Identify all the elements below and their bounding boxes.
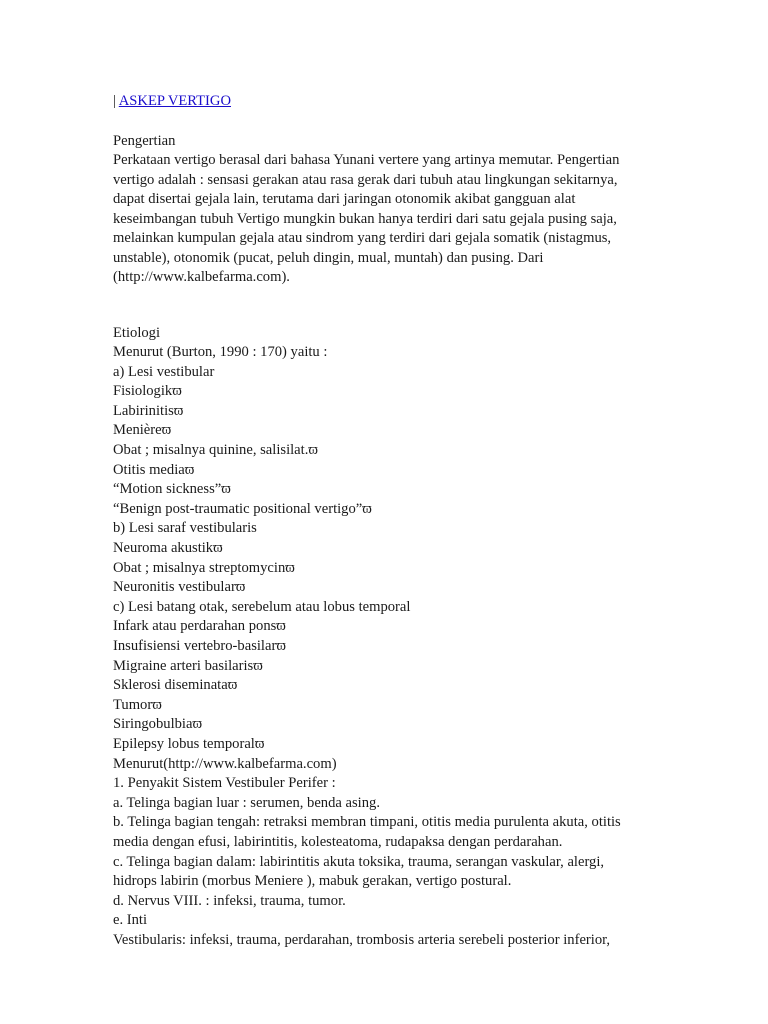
section-pengertian xyxy=(113,132,653,288)
list-line: Migraine arteri basilarisϖ xyxy=(113,657,263,674)
list-line: Fisiologikϖ xyxy=(113,383,182,400)
list-line: Menurut (Burton, 1990 : 170) yaitu : xyxy=(113,344,328,361)
list-line: “Motion sickness”ϖ xyxy=(113,481,231,498)
paragraph-line: dapat disertai gejala lain, terutama dari jaringan otonomik akibat gangguan alat xyxy=(113,191,576,207)
section-spacer xyxy=(113,288,653,324)
list-line: Neuronitis vestibularϖ xyxy=(113,579,246,596)
list-line: Obat ; misalnya streptomycinϖ xyxy=(113,559,295,576)
section-heading: Pengertian xyxy=(113,132,176,149)
list-line: Epilepsy lobus temporalϖ xyxy=(113,735,265,752)
section-etiologi xyxy=(113,324,653,951)
list-line: media dengan efusi, labirintitis, kolesteatoma, rudapaksa dengan perdarahan. xyxy=(113,833,563,850)
list-line: Vestibularis: infeksi, trauma, perdarahan, trombosis arteria serebeli posterior inferior, xyxy=(113,931,611,948)
list-line: d. Nervus VIII. : infeksi, trauma, tumor. xyxy=(113,892,346,909)
list-line: c) Lesi batang otak, serebelum atau lobus temporal xyxy=(113,598,411,615)
title-separator: | xyxy=(113,93,116,109)
paragraph-line: melainkan kumpulan gejala atau sindrom yang terdiri dari gejala somatik (nistagmus, xyxy=(113,230,612,246)
document-title xyxy=(113,92,653,112)
list-line: b) Lesi saraf vestibularis xyxy=(113,520,257,537)
list-line: c. Telinga bagian dalam: labirintitis akuta toksika, trauma, serangan vaskular, alergi, xyxy=(113,853,605,870)
list-line: hidrops labirin (morbus Meniere ), mabuk gerakan, vertigo postural. xyxy=(113,873,512,890)
list-line: Labirinitisϖ xyxy=(113,402,184,419)
paragraph-line: (http://www.kalbefarma.com). xyxy=(113,269,290,285)
list-line: Menurut(http://www.kalbefarma.com) xyxy=(113,755,337,772)
list-line: Insufisiensi vertebro-basilarϖ xyxy=(113,638,286,654)
paragraph-line: unstable), otonomik (pucat, peluh dingin, mual, muntah) dan pusing. Dari xyxy=(113,249,544,266)
list-line: Neuroma akustikϖ xyxy=(113,540,223,557)
section-heading: Etiologi xyxy=(113,324,161,341)
list-line: b. Telinga bagian tengah: retraksi membran timpani, otitis media purulenta akuta, otitis xyxy=(113,814,621,831)
list-line: 1. Penyakit Sistem Vestibuler Perifer : xyxy=(113,775,336,792)
title-link[interactable]: ASKEP VERTIGO xyxy=(118,93,231,109)
list-line: Sklerosi diseminataϖ xyxy=(113,677,238,694)
list-line: Siringobulbiaϖ xyxy=(113,716,203,733)
list-line: Infark atau perdarahan ponsϖ xyxy=(113,618,286,635)
paragraph-line: vertigo adalah : sensasi gerakan atau rasa gerak dari tubuh atau lingkungan sekitarnya, xyxy=(113,171,618,188)
paragraph-line: keseimbangan tubuh Vertigo mungkin bukan hanya terdiri dari satu gejala pusing saja, xyxy=(113,210,617,227)
list-line: “Benign post-traumatic positional vertigo”ϖ xyxy=(113,500,372,517)
list-line: a. Telinga bagian luar : serumen, benda asing. xyxy=(113,794,380,811)
list-line: Menièreϖ xyxy=(113,422,172,439)
list-line: Tumorϖ xyxy=(113,696,162,713)
list-line: Obat ; misalnya quinine, salisilat.ϖ xyxy=(113,442,318,459)
list-line: Otitis mediaϖ xyxy=(113,461,195,478)
paragraph-line: Perkataan vertigo berasal dari bahasa Yunani vertere yang artinya memutar. Pengertian xyxy=(113,152,620,168)
list-line: a) Lesi vestibular xyxy=(113,363,215,380)
document-page xyxy=(113,92,653,951)
list-line: e. Inti xyxy=(113,912,148,929)
